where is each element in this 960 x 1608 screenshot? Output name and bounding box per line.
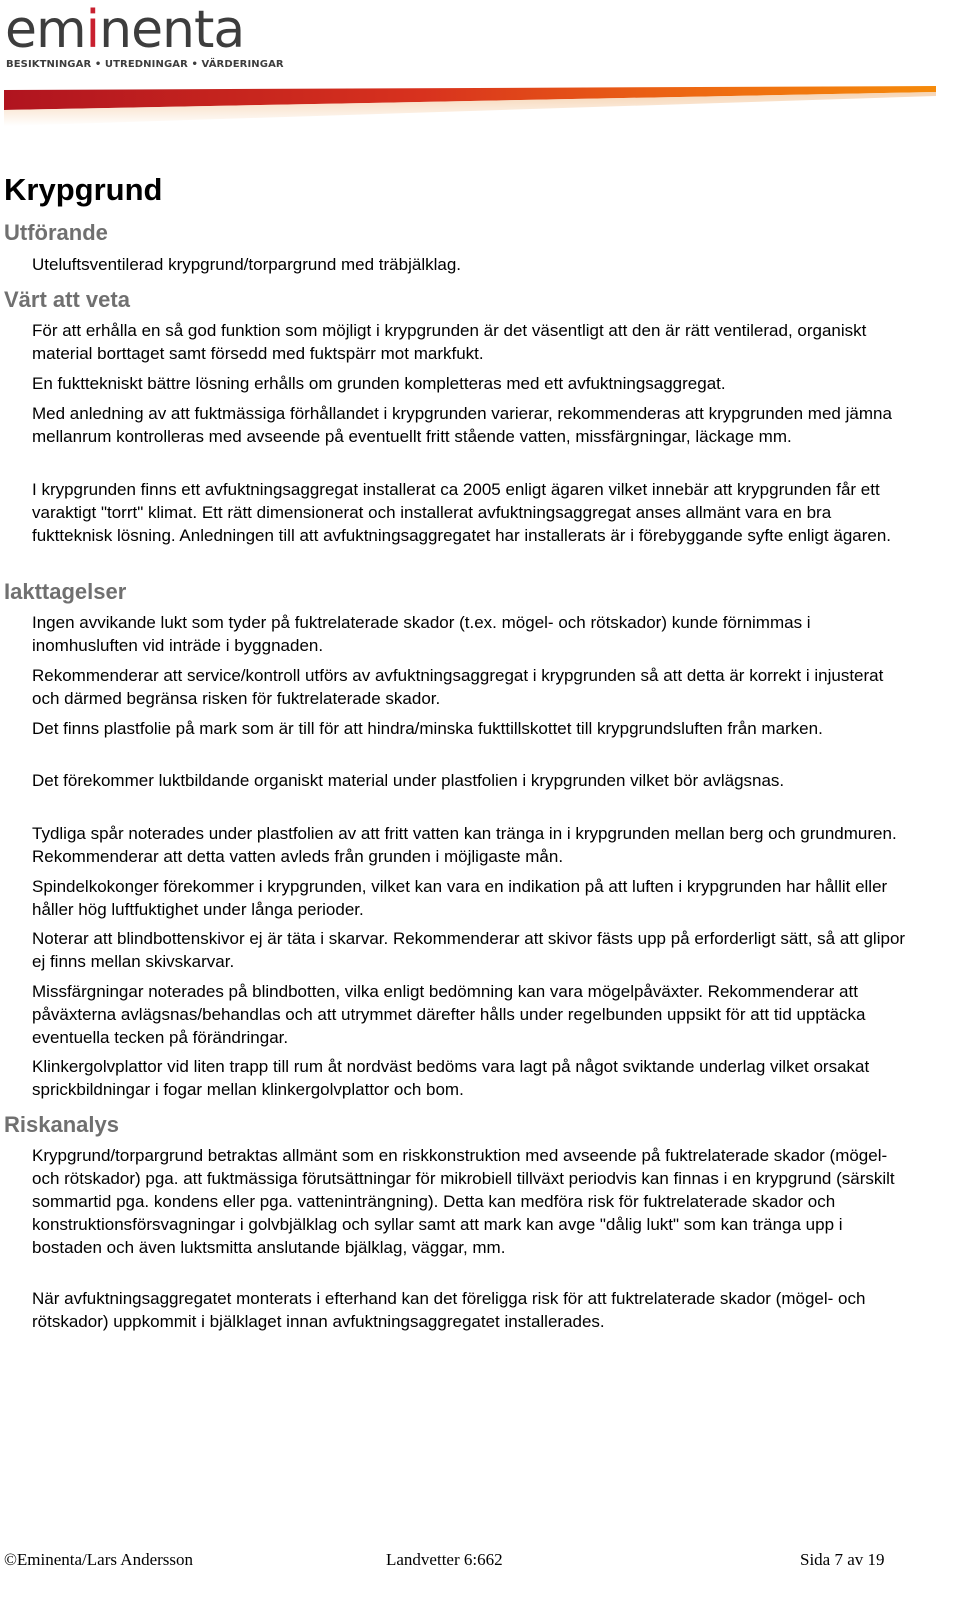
paragraph: I krypgrunden finns ett avfuktningsaggregat installerat ca 2005 enligt ägaren vilket innebär att krypgrunden får ett varaktigt "torrt" klimat. Ett rätt dimensionerat och installerat avfuktningsaggregat anses allmänt vara en bra fuktteknisk lösning. Anledningen till att avfuktningsaggregatet har installerats är i förebyggande syfte enligt ägaren.	[32, 480, 892, 545]
paragraph: Ingen avvikande lukt som tyder på fuktrelaterade skador (t.ex. mögel- och rötskador) kunde förnimmas i inomhusluften vid inträde i byggnaden.	[32, 613, 811, 655]
paragraph: Noterar att blindbottenskivor ej är täta i skarvar. Rekommenderar att skivor fästs upp på erforderligt sätt, så att glipor ej finns mellan skivskarvar.	[32, 929, 906, 971]
page-footer	[0, 1550, 960, 1572]
section-title-riskanalys: Riskanalys	[4, 1112, 119, 1137]
section-title-iakttagelser: Iakttagelser	[4, 579, 127, 604]
section-title-utforande: Utförande	[4, 220, 108, 245]
eminenta-logo	[5, 0, 284, 80]
paragraph: Med anledning av att fuktmässiga förhållandet i krypgrunden varierar, rekommenderas att krypgrunden med jämna mellanrum kontrolleras med avseende på eventuellt fritt stående vatten, missfärgningar, läckage mm.	[32, 404, 892, 446]
page-header	[0, 0, 960, 130]
footer-copyright: ©Eminenta/Lars Andersson	[4, 1550, 194, 1569]
paragraph: En fukttekniskt bättre lösning erhålls om grunden kompletteras med ett avfuktningsaggregat.	[32, 374, 726, 393]
paragraph: Uteluftsventilerad krypgrund/torpargrund med träbjälklag.	[32, 255, 462, 274]
section-title-vart-att-veta: Värt att veta	[4, 287, 130, 312]
paragraph: Det förekommer luktbildande organiskt material under plastfolien i krypgrunden vilket bör avlägsnas.	[32, 771, 785, 790]
paragraph: Missfärgningar noterades på blindbotten, vilka enligt bedömning kan vara mögelpåväxter. Rekommenderar att påväxterna avlägsnas/behandlas och att utrymmet därefter hålls under regelbunden uppsikt för att tid upptäcka eventuella tecken på förändringar.	[32, 982, 866, 1047]
paragraph: Det finns plastfolie på mark som är till för att hindra/minska fukttillskottet till krypgrundsluften från marken.	[32, 719, 823, 738]
footer-page-number: Sida 7 av 19	[800, 1550, 885, 1569]
paragraph: När avfuktningsaggregatet monterats i efterhand kan det föreligga risk för att fuktrelaterade skador (mögel- och rötskador) uppkommit i bjälklaget innan avfuktningsaggregatet installerades.	[32, 1289, 866, 1331]
paragraph: Rekommenderar att service/kontroll utförs av avfuktningsaggregat i krypgrunden så att detta är korrekt i injusterat och därmed begränsa risken för fuktrelaterade skador.	[32, 666, 884, 708]
paragraph: Spindelkokonger förekommer i krypgrunden, vilket kan vara en indikation på att luften i krypgrunden har hållit eller håller hög luftfuktighet under långa perioder.	[32, 877, 888, 919]
logo-wordmark: eminenta	[5, 0, 245, 60]
page-title: Krypgrund	[4, 172, 163, 207]
footer-property: Landvetter 6:662	[386, 1550, 503, 1569]
header-banner-stripe	[4, 86, 936, 128]
paragraph: Krypgrund/torpargrund betraktas allmänt som en riskkonstruktion med avseende på fuktrelaterade skador (mögel- och rötskador) pga. att fuktmässiga förutsättningar för mikrobiell tillväxt periodvis kan finnas i en krypgrund (särskilt sommartid pga. kondens eller pga. vatteninträngning). Detta kan medföra risk för fuktrelaterade skador och konstruktionsförsvagningar i golvbjälklag och syllar samt att mark kan avge "dålig lukt" som kan tränga upp i bostaden och även luktsmitta anslutande bjälklag, väggar, mm.	[32, 1146, 895, 1257]
paragraph: För att erhålla en så god funktion som möjligt i krypgrunden är det väsentligt att den är rätt ventilerad, organiskt material borttaget samt försedd med fuktspärr mot markfukt.	[32, 321, 867, 363]
paragraph: Klinkergolvplattor vid liten trapp till rum åt nordväst bedöms vara lagt på något sviktande underlag vilket orsakat sprickbildningar i fogar mellan klinkergolvplattor och bom.	[32, 1057, 870, 1099]
paragraph: Tydliga spår noterades under plastfolien av att fritt vatten kan tränga in i krypgrunden mellan berg och grundmuren. Rekommenderar att detta vatten avleds från grunden i möjligaste mån.	[32, 824, 897, 866]
logo-tagline: BESIKTNINGAR • UTREDNINGAR • VÄRDERINGAR	[6, 59, 284, 70]
